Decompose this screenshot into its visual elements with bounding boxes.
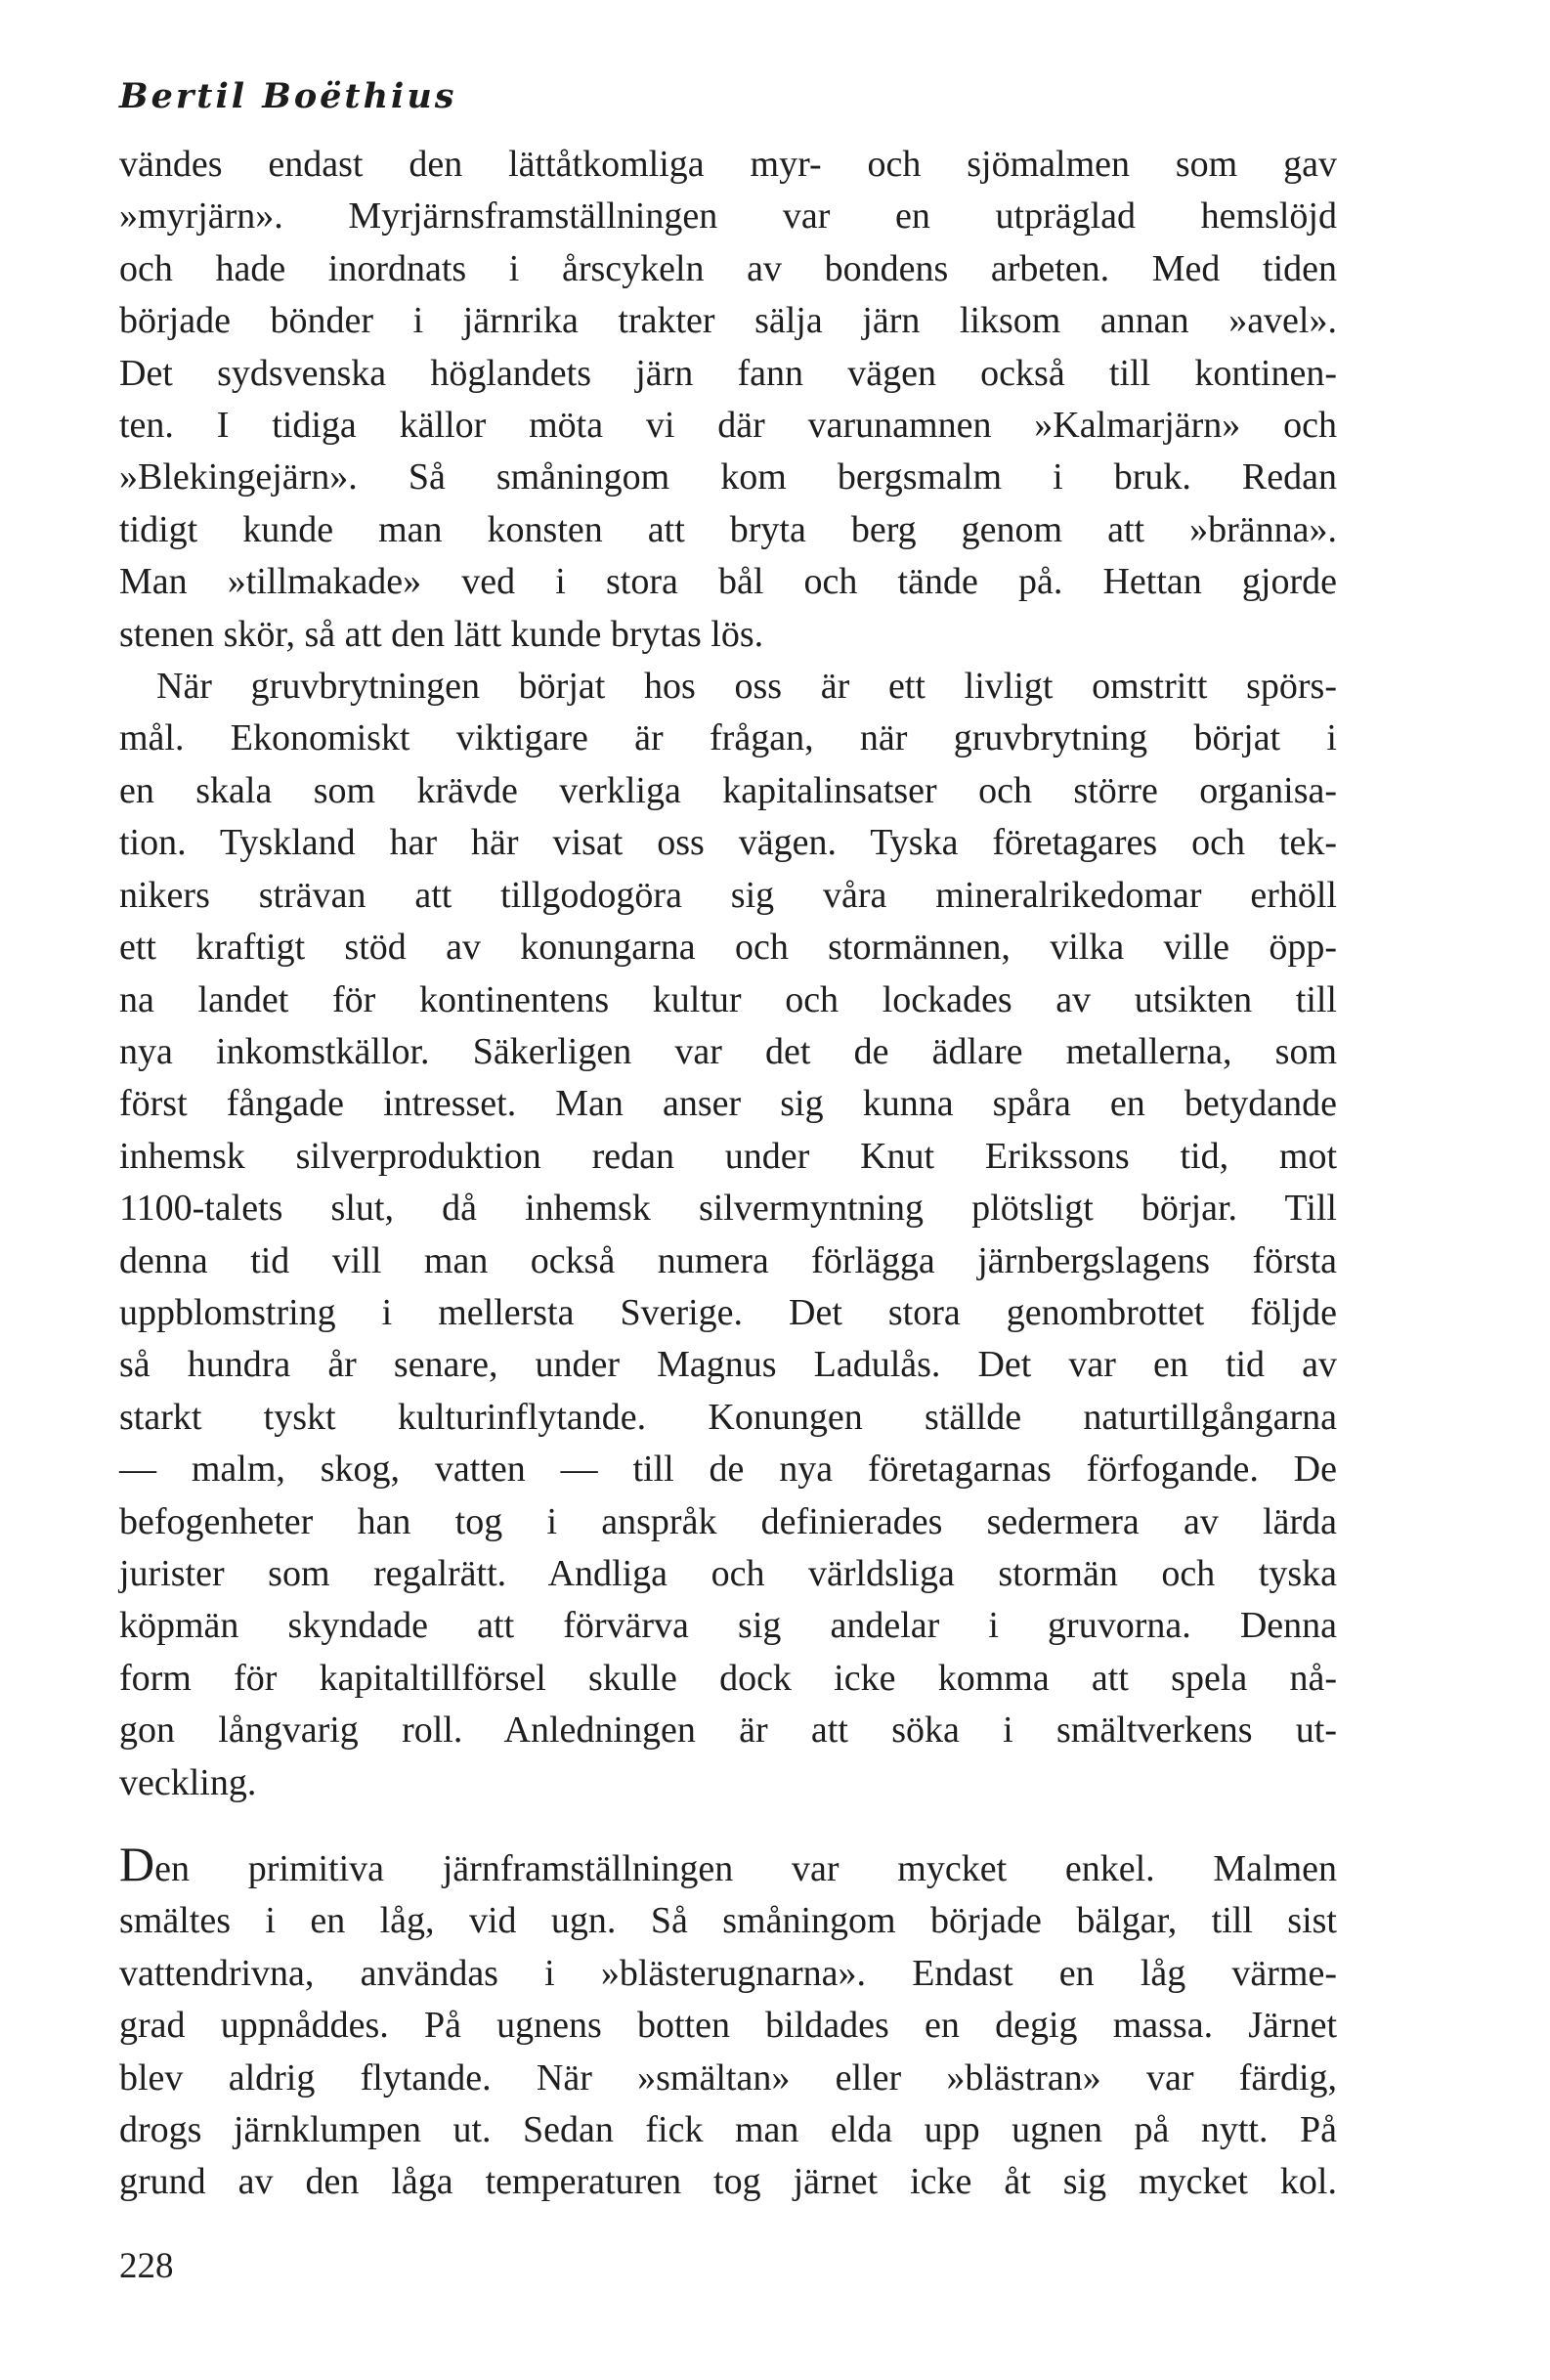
body-text-upper <box>119 139 1337 1809</box>
text-line: — malm, skog, vatten — till de nya företagarnas förfogande. De <box>119 1449 1337 1491</box>
body-text-lower <box>119 1837 1337 2209</box>
text-line: grad uppnåddes. På ugnens botten bildades en degig massa. Järnet <box>119 2005 1337 2047</box>
text-line: grund av den låga temperaturen tog järnet icke åt sig mycket kol. <box>119 2161 1337 2203</box>
text-line: Det sydsvenska höglandets järn fann vägen också till kontinen- <box>119 352 1337 394</box>
text-line: började bönder i järnrika trakter sälja järn liksom annan »avel». <box>119 300 1337 342</box>
text-line: jurister som regalrätt. Andliga och världsliga stormän och tyska <box>119 1552 1337 1594</box>
text-line: och hade inordnats i årscykeln av bondens arbeten. Med tiden <box>119 247 1337 289</box>
paragraph <box>119 1837 1337 2209</box>
page-number: 228 <box>119 2246 174 2286</box>
text-line: stenen skör, så att den lätt kunde brytas lös. <box>119 613 764 655</box>
paragraph <box>119 661 1337 1809</box>
text-line-rest: en primitiva järnframställningen var mycket enkel. Malmen <box>154 1848 1337 1889</box>
text-line: »Blekingejärn». Så småningom kom bergsmalm i bruk. Redan <box>119 456 1337 498</box>
text-line <box>119 1837 1337 1895</box>
text-line: starkt tyskt kulturinflytande. Konungen ställde naturtillgångarna <box>119 1396 1337 1438</box>
text-line: först fångade intresset. Man anser sig kunna spåra en betydande <box>119 1083 1337 1125</box>
text-line: nya inkomstkällor. Säkerligen var det de ädlare metallerna, som <box>119 1030 1337 1072</box>
text-line: tion. Tyskland har här visat oss vägen. Tyska företagares och tek- <box>119 822 1337 864</box>
text-line: ten. I tidiga källor möta vi där varunamnen »Kalmarjärn» och <box>119 405 1337 447</box>
text-line: veckling. <box>119 1761 257 1803</box>
text-line: 1100-talets slut, då inhemsk silvermyntning plötsligt börjar. Till <box>119 1188 1337 1230</box>
text-line: smältes i en låg, vid ugn. Så småningom började bälgar, till sist <box>119 1900 1337 1942</box>
running-head-author: Bertil Boëthius <box>119 76 457 116</box>
text-line: vattendrivna, användas i »blästerugnarna». Endast en låg värme- <box>119 1952 1337 1994</box>
text-line: ett kraftigt stöd av konungarna och stormännen, vilka ville öpp- <box>119 927 1337 969</box>
text-line: en skala som krävde verkliga kapitalinsatser och större organisa- <box>119 769 1337 811</box>
text-line: drogs järnklumpen ut. Sedan fick man elda upp ugnen på nytt. På <box>119 2109 1337 2151</box>
text-line: uppblomstring i mellersta Sverige. Det stora genombrottet följde <box>119 1291 1337 1333</box>
text-line: »myrjärn». Myrjärnsframställningen var en utpräglad hemslöjd <box>119 195 1337 238</box>
text-line: Man »tillmakade» ved i stora bål och tände på. Hettan gjorde <box>119 561 1337 603</box>
text-line: befogenheter han tog i anspråk definierades sedermera av lärda <box>119 1500 1337 1542</box>
text-line: tidigt kunde man konsten att bryta berg genom att »bränna». <box>119 508 1337 550</box>
text-line: köpmän skyndade att förvärva sig andelar i gruvorna. Denna <box>119 1605 1337 1647</box>
text-line: vändes endast den lättåtkomliga myr- och sjömalmen som gav <box>119 144 1337 185</box>
text-line: inhemsk silverproduktion redan under Knut Erikssons tid, mot <box>119 1135 1337 1177</box>
text-line: När gruvbrytningen börjat hos oss är ett livligt omstritt spörs- <box>156 666 1337 708</box>
text-line: blev aldrig flytande. När »smältan» eller »blästran» var färdig, <box>119 2056 1337 2099</box>
text-line: form för kapitaltillförsel skulle dock icke komma att spela nå- <box>119 1657 1337 1699</box>
text-line: så hundra år senare, under Magnus Ladulås. Det var en tid av <box>119 1344 1337 1386</box>
text-line: gon långvarig roll. Anledningen är att söka i smältverkens ut- <box>119 1709 1337 1752</box>
text-line: na landet för kontinentens kultur och lockades av utsikten till <box>119 978 1337 1020</box>
text-line: mål. Ekonomiskt viktigare är frågan, när gruvbrytning börjat i <box>119 717 1337 759</box>
initial-letter: D <box>119 1837 155 1891</box>
text-line: nikers strävan att tillgodogöra sig våra mineralrikedomar erhöll <box>119 874 1337 916</box>
text-line: denna tid vill man också numera förlägga järnbergslagens första <box>119 1239 1337 1281</box>
paragraph <box>119 139 1337 661</box>
